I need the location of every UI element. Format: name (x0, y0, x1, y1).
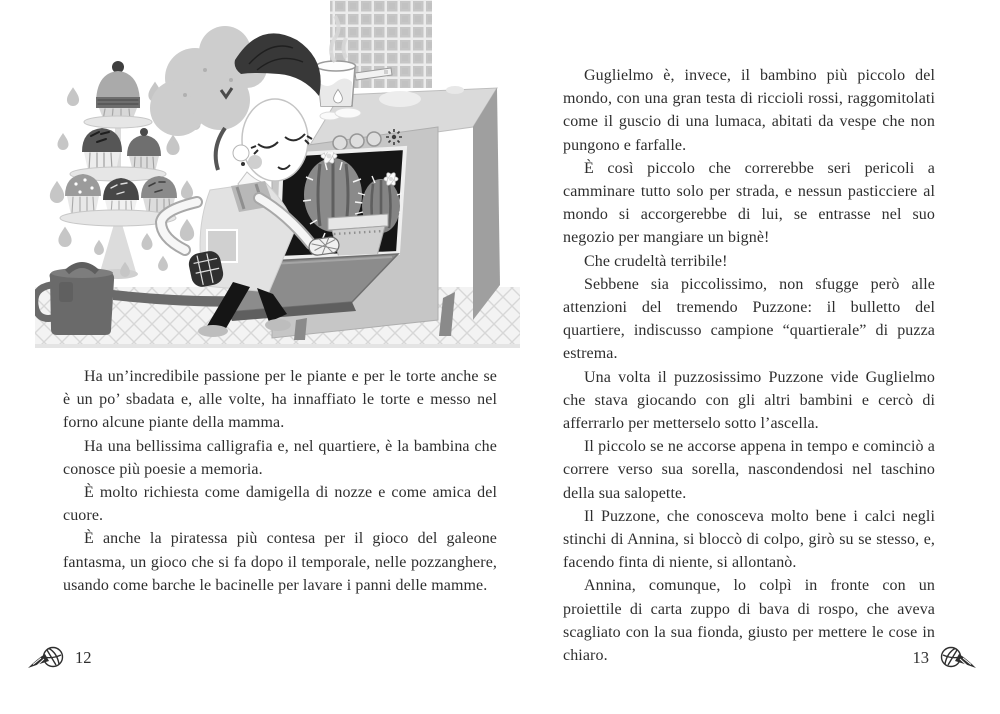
shoe (265, 319, 291, 331)
blush (248, 155, 262, 169)
ear (233, 145, 249, 161)
kitchen-illustration (35, 0, 520, 352)
spill (335, 108, 361, 118)
page-13 (530, 0, 1000, 714)
hair-wisp (216, 128, 225, 170)
paragraph: Guglielmo è, invece, il bambino più piccolo del mondo, con una gran testa di riccioli rossi, raggomitolati come il guscio di una lumaca, abitati da vespe che non pungono e farfalle. (563, 67, 935, 154)
stove-side-panel (473, 88, 500, 320)
page-12-text (63, 365, 497, 597)
paragraph: Una volta il puzzosissimo Puzzone vide Guglielmo che stava giocando con gli altri bambini e cercò di afferrarlo per metterselo sotto l’ascella. (563, 368, 935, 433)
page-number: 12 (75, 648, 92, 667)
paragraph: Il piccolo se ne accorse appena in tempo e cominciò a correre verso sua sorella, nascondendosi nel taschino della sua salopette. (563, 438, 935, 502)
cupcake (65, 174, 101, 215)
paragraph: Il Puzzone, che conosceva molto bene i calci negli stinchi di Annina, si bloccò di colpo, girò su se stesso, e, facendo finta di niente, si allontanò. (563, 507, 935, 572)
page-13-footer (913, 645, 979, 671)
paragraph: Sebbene sia piccolissimo, non sfugge però alle attenzioni del tremendo Puzzone: il bulletto del quartiere, indiscusso campione “quartierale” di puzza estrema. (563, 275, 935, 363)
burner (446, 86, 464, 94)
page-number: 13 (912, 648, 929, 667)
paragraph: Ha un’incredibile passione per le piante e per le torte anche se è un po’ sbadata e, alle volte, ha innaffiato le torte e messo nel forno alcune piante della mamma. (63, 368, 497, 432)
paragraph: Annina, comunque, lo colpì in fronte con un proiettile di carta zuppo di bava di rospo, che aveva scagliato con la sua fionda, giusto per mettere le cose in chiaro. (563, 577, 935, 665)
page-12-footer (26, 645, 92, 671)
paragraph: È anche la piratessa più contesa per il gioco del galeone fantasma, un gioco che si fa dopo il temporale, nelle pozzanghere, usando come barche le bacinelle per lavare i panni delle mamme. (63, 530, 497, 594)
cupcake (127, 128, 161, 172)
cupcake (82, 128, 122, 171)
burner (379, 91, 421, 107)
paragraph: È così piccolo che correrebbe seri pericoli a camminare tutto solo per strada, e nessun pasticciere al mondo si accorgerebbe di lui, se entrasse nel suo negozio per mangiare un bignè! (563, 159, 935, 247)
paragraph: Che crudeltà terribile! (584, 252, 728, 270)
cupcake (96, 61, 140, 121)
stove-leg (294, 318, 307, 340)
paragraph: È molto richiesta come damigella di nozze e come amica del cuore. (63, 484, 497, 525)
page-13-text (563, 64, 935, 667)
paragraph: Ha una bellissima calligrafia e, nel quartiere, è la bambina che conosce più poesie a memoria. (63, 437, 497, 478)
leaf-ornament-icon (26, 645, 66, 671)
shoe (198, 325, 228, 337)
leaf-ornament-icon (938, 645, 978, 671)
